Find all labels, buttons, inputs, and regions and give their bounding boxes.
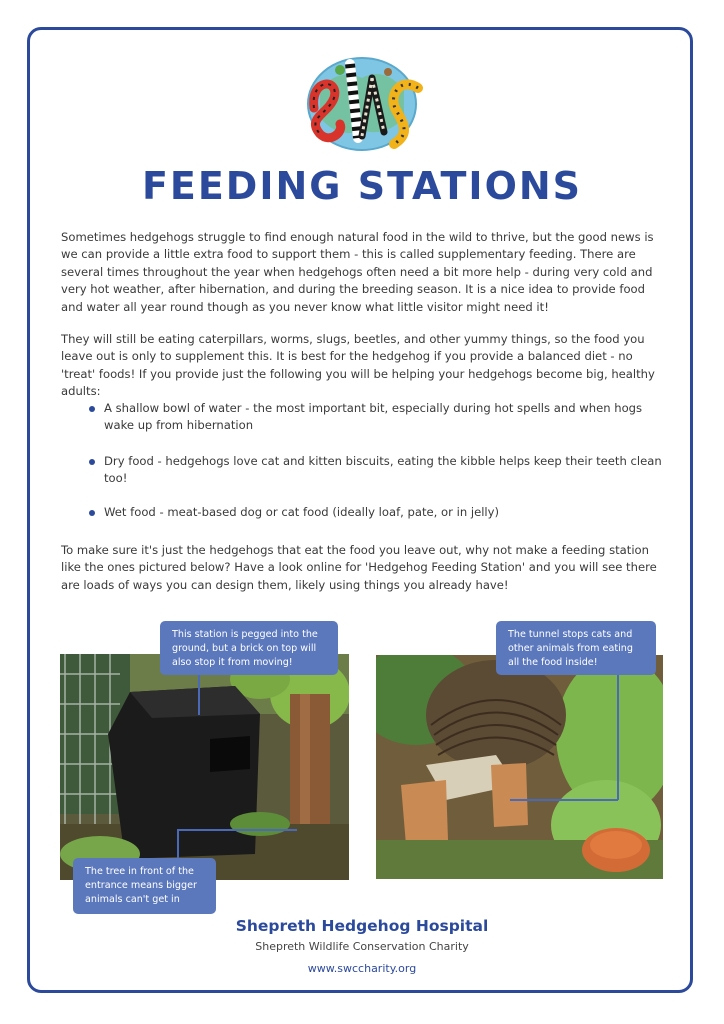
list-item — [88, 400, 663, 435]
list-item-text: Dry food - hedgehogs love cat and kitten biscuits, eating the kibble helps keep their teeth clean too! — [104, 454, 662, 486]
list-item-text: A shallow bowl of water - the most important bit, especially during hot spells and when hogs wake up from hibernation — [104, 401, 643, 433]
bullet-icon — [89, 510, 95, 516]
list-item — [88, 453, 663, 488]
list-item — [88, 504, 663, 521]
intro-paragraph: Sometimes hedgehogs struggle to find enough natural food in the wild to thrive, but the good news is we can provide a little extra food to support them - this is called supplementary feeding. There are several times throughout the year when hedgehogs often need a bit more help - during very cold and very hot weather, after hibernation, and during the breeding season. It is a nice idea to provide food and water all year round though as you never know what little visitor might need it! — [61, 230, 654, 314]
footer-title: Shepreth Hedgehog Hospital — [235, 917, 489, 935]
callout-tree-entrance: The tree in front of the entrance means bigger animals can't get in — [73, 858, 216, 914]
callout-tunnel: The tunnel stops cats and other animals from eating all the food inside! — [496, 621, 656, 675]
callout-pointer-line — [198, 675, 200, 715]
feeding-station-photo-box — [60, 654, 349, 880]
diet-paragraph: They will still be eating caterpillars, worms, slugs, beetles, and other yummy things, so the food you leave out is only to supplement this. It is best for the hedgehog if you provide a balanced diet - no 'treat' foods! If you provide just the following you will be helping your hedgehogs become big, healthy adults: — [61, 332, 655, 399]
swc-logo — [300, 48, 424, 156]
footer-website-link[interactable]: www.swccharity.org — [307, 962, 417, 975]
station-paragraph: To make sure it's just the hedgehogs that eat the food you leave out, why not make a feeding station like the ones pictured below? Have a look online for 'Hedgehog Feeding Station' and you will see there are loads of ways you can design them, likely using things you already have! — [61, 543, 657, 592]
callout-pointer-line — [177, 829, 179, 859]
callout-pointer-line — [177, 829, 297, 831]
page-title: FEEDING STATIONS — [141, 164, 583, 208]
footer-subtitle: Shepreth Wildlife Conservation Charity — [255, 940, 469, 953]
callout-pointer-line — [510, 799, 618, 801]
callout-pointer-line — [617, 675, 619, 800]
list-item-text: Wet food - meat-based dog or cat food (ideally loaf, pate, or in jelly) — [104, 505, 500, 519]
feeding-station-photo-tunnel — [376, 655, 663, 879]
callout-pegged-station: This station is pegged into the ground, but a brick on top will also stop it from moving! — [160, 621, 338, 675]
bullet-icon — [89, 459, 95, 465]
bullet-icon — [89, 406, 95, 412]
